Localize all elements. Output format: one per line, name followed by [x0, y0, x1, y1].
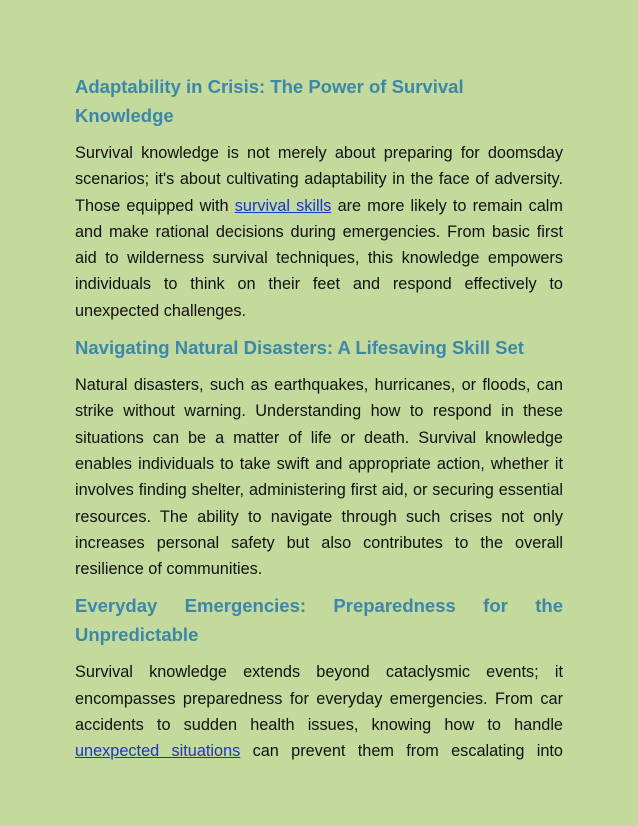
- survival-skills-link[interactable]: survival skills: [234, 196, 332, 215]
- heading-line: Unpredictable: [75, 624, 199, 646]
- document-page: [75, 72, 563, 765]
- section-heading: Adaptability in Crisis: The Power of Survival Knowledge: [75, 76, 464, 126]
- section-paragraph: [75, 659, 563, 764]
- paragraph-text: Survival knowledge extends beyond cataclysmic events; it encompasses preparedness for everyday emergencies. From car accidents to sudden health issues, knowing how to handle: [75, 663, 563, 735]
- section-adaptability: [75, 72, 563, 324]
- paragraph-text: can prevent them from escalating into: [240, 742, 563, 761]
- unexpected-situations-link[interactable]: unexpected situations: [75, 742, 241, 761]
- paragraph-text: Survival knowledge is not merely about preparing for doomsday scenarios; it's about cultivating adaptability in the face of adversity. Those equipped with: [75, 144, 563, 215]
- paragraph-text: are more likely to remain calm and make rational decisions during emergencies. From basic first aid to wilderness survival techniques, this knowledge empowers individuals to think on their feet and respond effectively to unexpected challenges.: [75, 196, 563, 320]
- section-natural-disasters: [75, 333, 563, 582]
- section-heading: [75, 591, 563, 649]
- section-everyday-emergencies: [75, 591, 563, 764]
- heading-line: Everyday Emergencies: Preparedness for the: [75, 595, 563, 617]
- section-paragraph: Natural disasters, such as earthquakes, hurricanes, or floods, can strike without warning. Understanding how to respond in these situations can be a matter of life or death. Survival knowledge enables individuals to take swift and appropriate action, whether it involves finding shelter, administering first aid, or securing essential resources. The ability to navigate through such crises not only increases personal safety but also contributes to the overall resilience of communities.: [75, 376, 563, 579]
- section-paragraph: [75, 140, 563, 324]
- section-heading: Navigating Natural Disasters: A Lifesaving Skill Set: [75, 337, 524, 359]
